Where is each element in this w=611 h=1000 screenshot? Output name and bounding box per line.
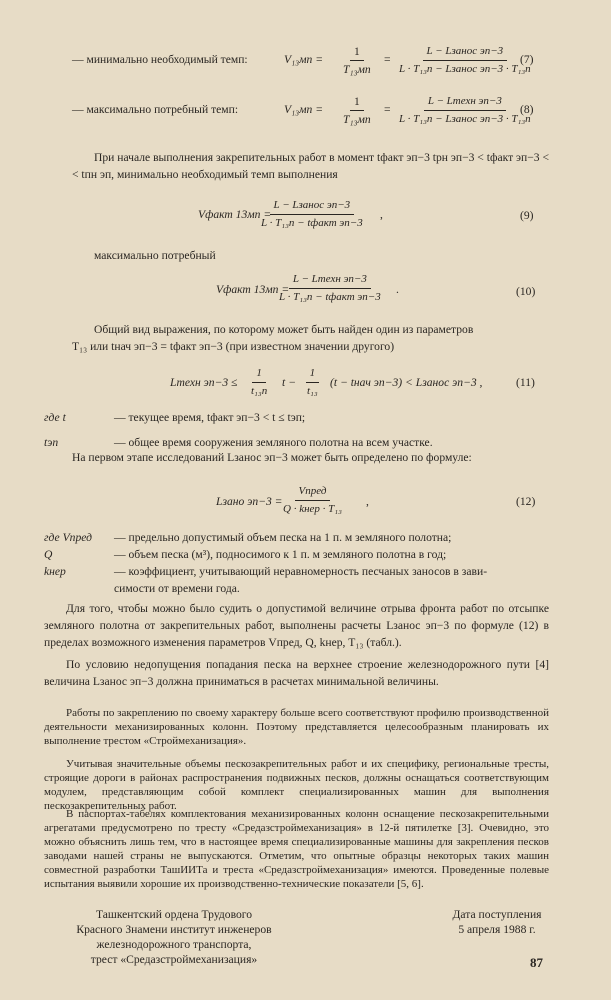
para-3-line2: T₁₃ или tнач эп−3 = tфакт эп−3 (при известном значении другого) bbox=[72, 340, 395, 353]
received-value: 5 апреля 1988 г. bbox=[458, 923, 536, 936]
def-label: Q bbox=[44, 548, 53, 561]
eq11-frac1 bbox=[247, 366, 271, 399]
eq11-frac2 bbox=[303, 366, 322, 399]
eq11-mid: t − bbox=[282, 376, 296, 389]
para-3-line1: Общий вид выражения, по которому может быть найден один из параметров bbox=[94, 323, 474, 336]
para-9: В паспортах-табелях комплектования механизированных колонн оснащение пескозакрепительными агрегатами предусмотрено по тресту «Средазстроймеханизация» в 12-й пятилетке [3]. Очевидно, это можно объяснить лишь тем, что в настоящее время специализированные машины для закрепления песков заводами нашей страны не выпускаются. Отметим, что опытные образцы некоторых таких машин совместной разработки ТашИИТа и треста «Средазстроймеханизация» имеются. Проведенные полевые испытания выявили хорошие их производственно-технические показатели [5, 6]. bbox=[44, 808, 549, 890]
eq7-frac1 bbox=[339, 44, 375, 77]
def-text: симости от времени года. bbox=[114, 582, 240, 595]
equation-11 bbox=[170, 366, 510, 400]
def-row bbox=[44, 547, 574, 562]
eq8-frac2 bbox=[395, 94, 535, 127]
eq7-den2: L · T₁₃п − Lзанос эп−3 · T₁₃п bbox=[399, 63, 531, 75]
eq11-number: (11) bbox=[516, 376, 535, 389]
def-text: — текущее время, tфакт эп−3 < t ≤ tэп; bbox=[114, 411, 306, 424]
eq7-lhs: V₁₃мп = bbox=[284, 53, 324, 66]
def-text: — коэффициент, учитывающий неравномерность песчаных заносов в зави- bbox=[114, 565, 488, 578]
def-label: kнер bbox=[44, 565, 66, 578]
eq8-num1: 1 bbox=[350, 94, 364, 111]
eq8-lead: — максимально потребный темп: bbox=[72, 103, 239, 116]
def-row bbox=[44, 530, 574, 545]
equation-12 bbox=[216, 484, 516, 520]
eq12-frac bbox=[279, 484, 346, 517]
def-row bbox=[44, 564, 574, 579]
defs-1 bbox=[44, 410, 564, 450]
eq7-num2: L − Lзанос эп−3 bbox=[423, 44, 508, 61]
para-4: На первом этапе исследований Lзанос эп−3 может быть определено по формуле: bbox=[72, 451, 472, 464]
eq7-num1: 1 bbox=[350, 44, 364, 61]
def-label bbox=[44, 581, 114, 596]
eq9-num: L − Lзанос эп−3 bbox=[270, 198, 355, 215]
eq10-num: L − Lтехн эп−3 bbox=[289, 272, 371, 289]
eq11-tail: (t − tнач эп−3) < Lзанос эп−3 , bbox=[330, 376, 483, 389]
affiliation bbox=[44, 907, 304, 967]
affiliation-line: железнодорожного транспорта, bbox=[96, 938, 252, 951]
equation-8 bbox=[72, 94, 592, 128]
para-6: По условию недопущения попадания песка на верхнее строение железнодорожного пути [4] величина Lзанос эп−3 должна приниматься в расчетах минимальной величины. bbox=[44, 658, 549, 688]
para-1-line1: При начале выполнения закрепительных работ в момент tфакт эп−3 tрн эп−3 < tфакт эп−3 < bbox=[94, 151, 550, 164]
eq11-f2den: t₁₃ bbox=[307, 385, 318, 397]
eq10-den: L · T₁₃п − tфакт эп−3 bbox=[279, 291, 381, 303]
eq9-tail: , bbox=[380, 208, 383, 221]
def-row bbox=[44, 435, 564, 450]
def-text: — предельно допустимый объем песка на 1 п. м земляного полотна; bbox=[114, 531, 452, 544]
affiliation-line: Красного Знамени институт инженеров bbox=[76, 923, 272, 936]
para-7: Работы по закреплению по своему характеру больше всего соответствуют профилю производственной деятельности механизированных колонн. Поэтому представляется целесообразным планировать их выполнение трестом «Строймеханизация». bbox=[44, 707, 549, 747]
eq11-lhs: Lтехн эп−3 ≤ bbox=[170, 376, 238, 389]
para-5: Для того, чтобы можно было судить о допустимой величине отрыва фронта работ по отсыпке земляного полотна от закрепительных работ, выполнены расчеты Lзанос эп−3 по формуле (12) в пределах возможного изменения параметров Vпред, Q, kнер, T₁₃ (табл.). bbox=[44, 602, 549, 649]
eq10-tail: . bbox=[396, 283, 399, 296]
eq7-frac2 bbox=[395, 44, 535, 77]
eq9-den: L · T₁₃п − tфакт эп−3 bbox=[261, 217, 363, 229]
eq7-lead: — минимально необходимый темп: bbox=[72, 53, 248, 66]
page-number: 87 bbox=[530, 955, 543, 970]
eq8-den1: T₁₃мп bbox=[343, 113, 371, 126]
eq9-frac bbox=[257, 198, 367, 231]
eq9-lhs: Vфакт 13мп = bbox=[198, 208, 272, 221]
eq7-den1: T₁₃мп bbox=[343, 63, 371, 76]
def-label: где t bbox=[44, 411, 66, 424]
defs-2 bbox=[44, 530, 574, 596]
eq8-lhs: V₁₃мп = bbox=[284, 103, 324, 116]
eq12-num: Vпред bbox=[295, 484, 331, 501]
eq8-eq: = bbox=[384, 103, 391, 116]
eq11-f1den: t₁₃п bbox=[251, 385, 268, 397]
def-row bbox=[44, 581, 574, 596]
eq10-lhs: Vфакт 13мп = bbox=[216, 283, 290, 296]
eq8-frac1 bbox=[339, 94, 375, 127]
equation-9 bbox=[198, 198, 498, 234]
eq7-number: (7) bbox=[520, 53, 534, 66]
received-label: Дата поступления bbox=[452, 908, 542, 921]
eq12-den: Q · kнер · T₁₃ bbox=[283, 503, 342, 515]
def-label: tэп bbox=[44, 436, 59, 449]
eq11-f2num: 1 bbox=[306, 366, 320, 383]
eq8-number: (8) bbox=[520, 103, 534, 116]
eq8-num2: L − Lтехн эп−3 bbox=[424, 94, 506, 111]
eq10-number: (10) bbox=[516, 285, 536, 298]
def-label: где Vпред bbox=[44, 531, 92, 544]
def-text: — объем песка (м³), подносимого к 1 п. м земляного полотна в год; bbox=[114, 548, 447, 561]
eq9-number: (9) bbox=[520, 209, 534, 222]
eq12-lhs: Lзано эп−3 = bbox=[216, 495, 283, 508]
affiliation-line: трест «Средазстроймеханизация» bbox=[90, 953, 258, 966]
para-8: Учитывая значительные объемы пескозакрепительных работ и их специфику, региональные тресты, строящие дороги в районах распространения подвижных песков, должны оснащаться соответствующим модулем, представляющим собой комплект специализированных машин для выполнения пескозакрепительных работ. bbox=[44, 758, 549, 812]
equation-10 bbox=[216, 272, 516, 308]
equation-7 bbox=[72, 44, 592, 78]
para-1-line2: < tпн эп, минимально необходимый темп выполнения bbox=[72, 168, 338, 181]
received-date bbox=[432, 907, 562, 937]
para-2: максимально потребный bbox=[94, 249, 216, 262]
eq12-tail: , bbox=[366, 495, 369, 508]
eq8-den2: L · T₁₃п − Lзанос эп−3 · T₁₃п bbox=[399, 113, 531, 125]
eq11-f1num: 1 bbox=[252, 366, 266, 383]
eq10-frac bbox=[275, 272, 385, 305]
def-row bbox=[44, 410, 564, 425]
affiliation-line: Ташкентский ордена Трудового bbox=[95, 908, 253, 921]
def-text: — общее время сооружения земляного полотна на всем участке. bbox=[114, 436, 433, 449]
eq7-eq: = bbox=[384, 53, 391, 66]
eq12-number: (12) bbox=[516, 495, 536, 508]
